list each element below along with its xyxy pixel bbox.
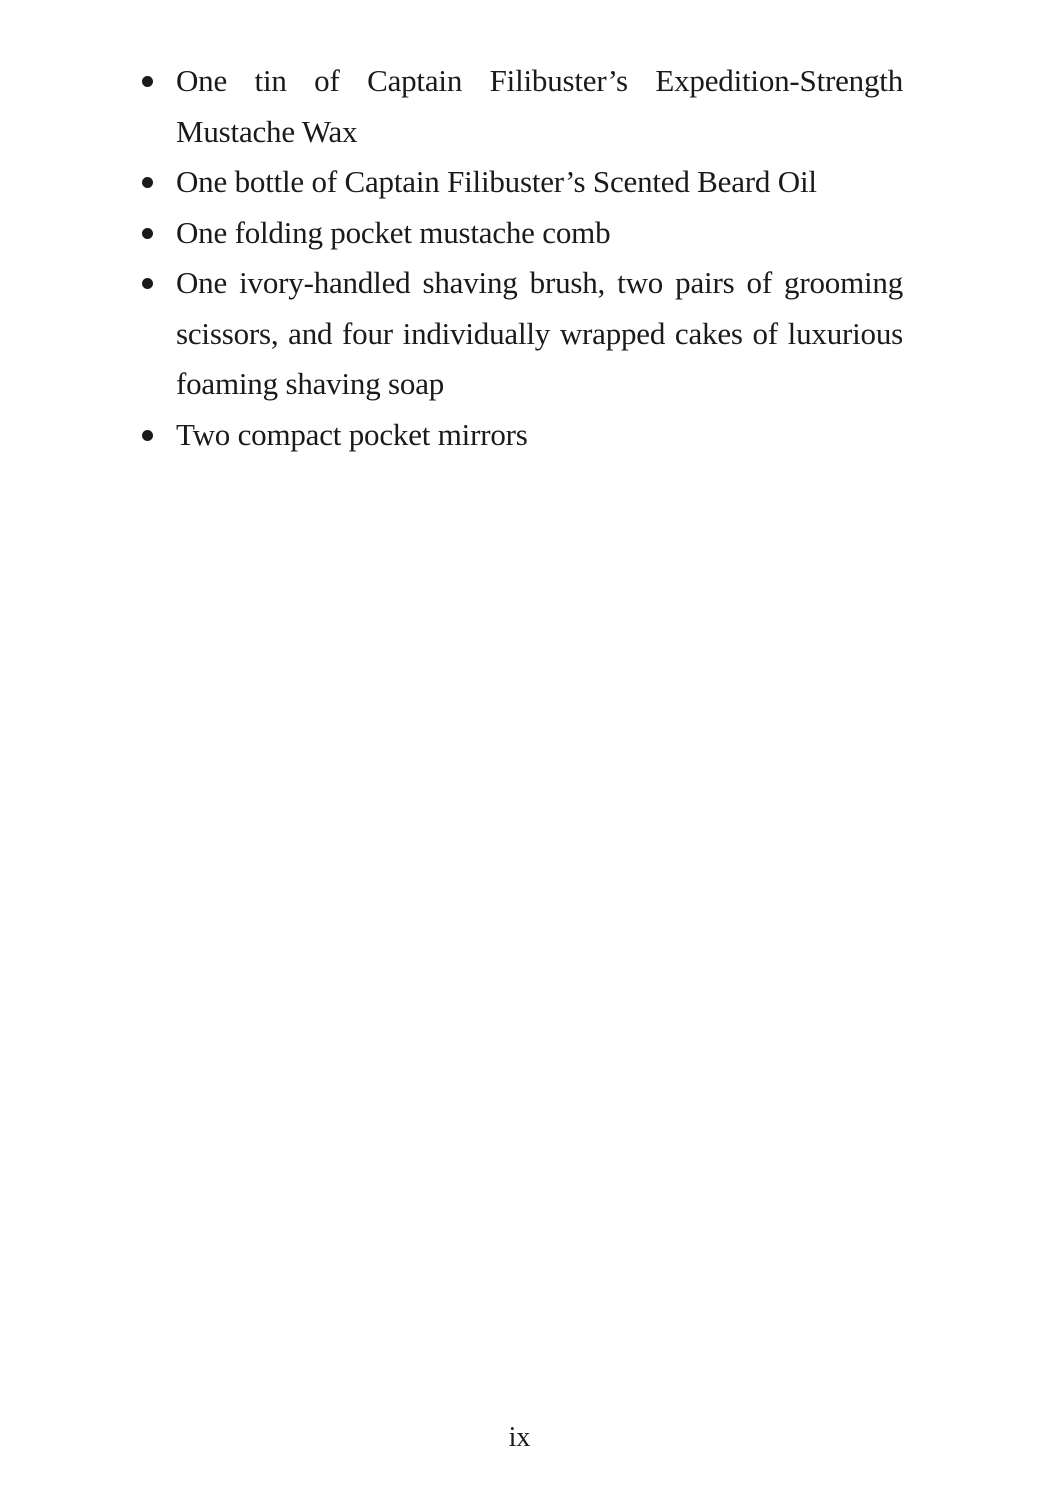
list-item-text: One folding pocket mustache comb [176, 214, 611, 250]
list-item-text: One ivory-handled shaving brush, two pairs of grooming scissors, and four individually wrapped cakes of luxurious foaming shaving soap [176, 265, 903, 401]
list-item [176, 258, 903, 410]
list-item [176, 208, 903, 259]
page-number: ix [508, 1422, 531, 1453]
list-item-text: Two compact pocket mirrors [176, 416, 528, 452]
list-item [176, 157, 903, 208]
list-item [176, 56, 903, 157]
bullet-icon [142, 177, 153, 188]
list-item-text: One tin of Captain Filibuster’s Expedition-Strength Mustache Wax [176, 63, 903, 149]
bulleted-list [176, 56, 903, 460]
list-item-text: One bottle of Captain Filibuster’s Scented Beard Oil [176, 164, 817, 199]
bullet-icon [142, 278, 153, 289]
bullet-icon [142, 228, 153, 239]
list-item [176, 410, 903, 461]
bullet-icon [142, 430, 153, 441]
bullet-icon [142, 76, 153, 87]
